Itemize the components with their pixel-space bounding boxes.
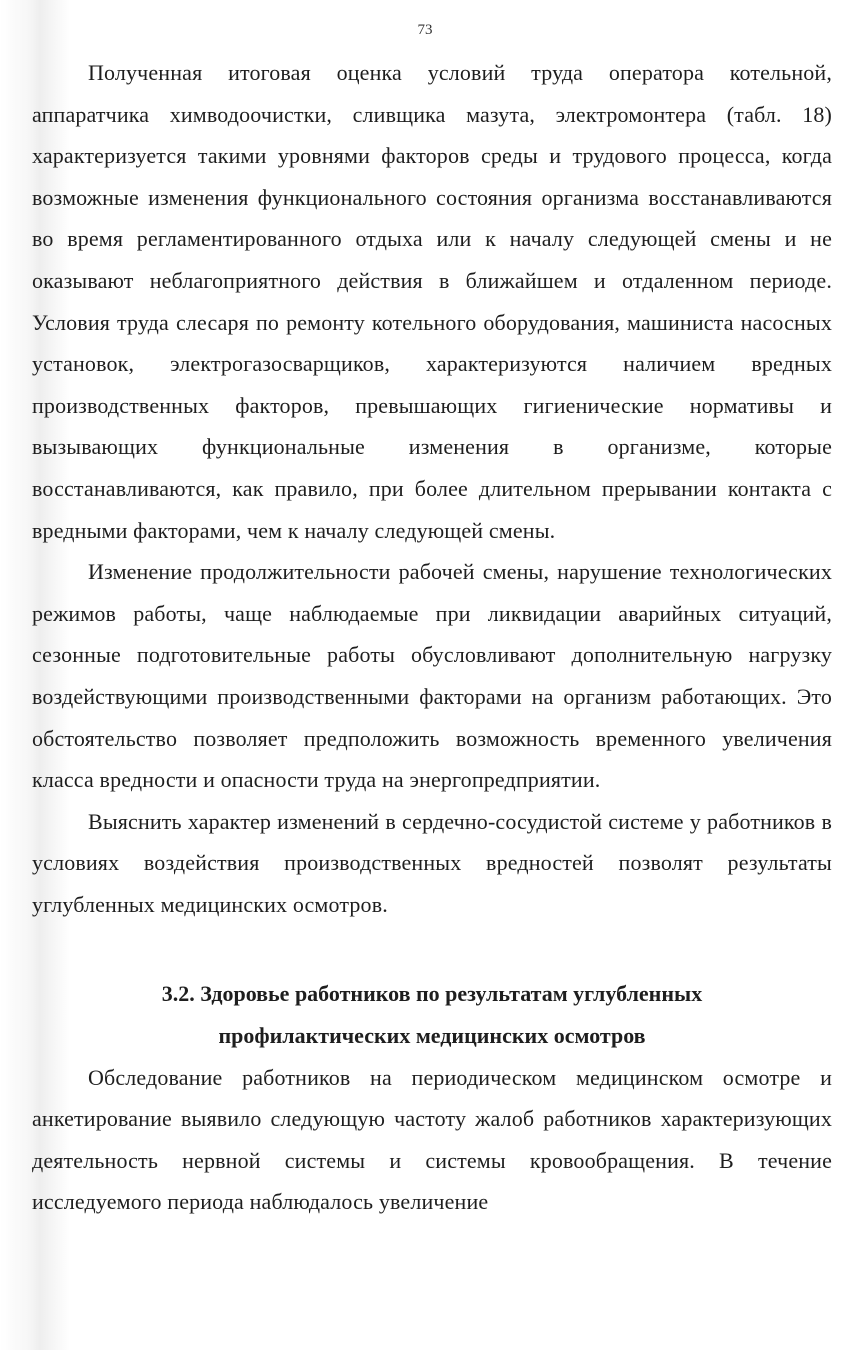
spacer <box>32 925 832 973</box>
paragraph-shift-duration-changes: Изменение продолжительности рабочей смены, нарушение технологических режимов работы, чаще наблюдаемые при ликвидации аварийных ситуаций, сезонные подготовительные работы обусловливают дополнительную нагрузку воздействующими производственными факторами на организм работающих. Это обстоятельство позволяет предположить возможность временного увеличения класса вредности и опасности труда на энергопредприятии. <box>32 559 832 793</box>
paragraph-working-conditions-assessment: Полученная итоговая оценка условий труда оператора котельной, аппаратчика химводоочистки, сливщика мазута, электромонтера (табл. 18) характеризуется такими уровнями факторов среды и трудового процесса, когда возможные изменения функционального состояния организма восстанавливаются во время регламентированного отдыха или к началу следующей смены и не оказывают неблагоприятного действия в ближайшем и отдаленном периоде. Условия труда слесаря по ремонту котельного оборудования, машиниста насосных установок, электрогазосварщиков, характеризуются наличием вредных производственных факторов, превышающих гигиенические нормативы и вызывающих функциональные изменения в организме, которые восстанавливаются, как правило, при более длительном прерывании контакта с вредными факторами, чем к началу следующей смены. <box>32 60 832 543</box>
section-heading <box>32 973 832 1056</box>
page-number: 73 <box>417 22 433 38</box>
document-body <box>32 52 832 1223</box>
paragraph-cardiovascular-intro: Выяснить характер изменений в сердечно-сосудистой системе у работников в условиях воздействия производственных вредностей позволят результаты углубленных медицинских осмотров. <box>32 808 832 917</box>
paragraph-examination-results: Обследование работников на периодическом медицинском осмотре и анкетирование выявило следующую частоту жалоб работников характеризующих деятельность нервной системы и системы кровообращения. В течение исследуемого периода наблюдалось увеличение <box>32 1064 832 1215</box>
section-heading-line-2: профилактических медицинских осмотров <box>218 1023 646 1049</box>
section-heading-line-1: 3.2. Здоровье работников по результатам углубленных <box>161 981 703 1007</box>
